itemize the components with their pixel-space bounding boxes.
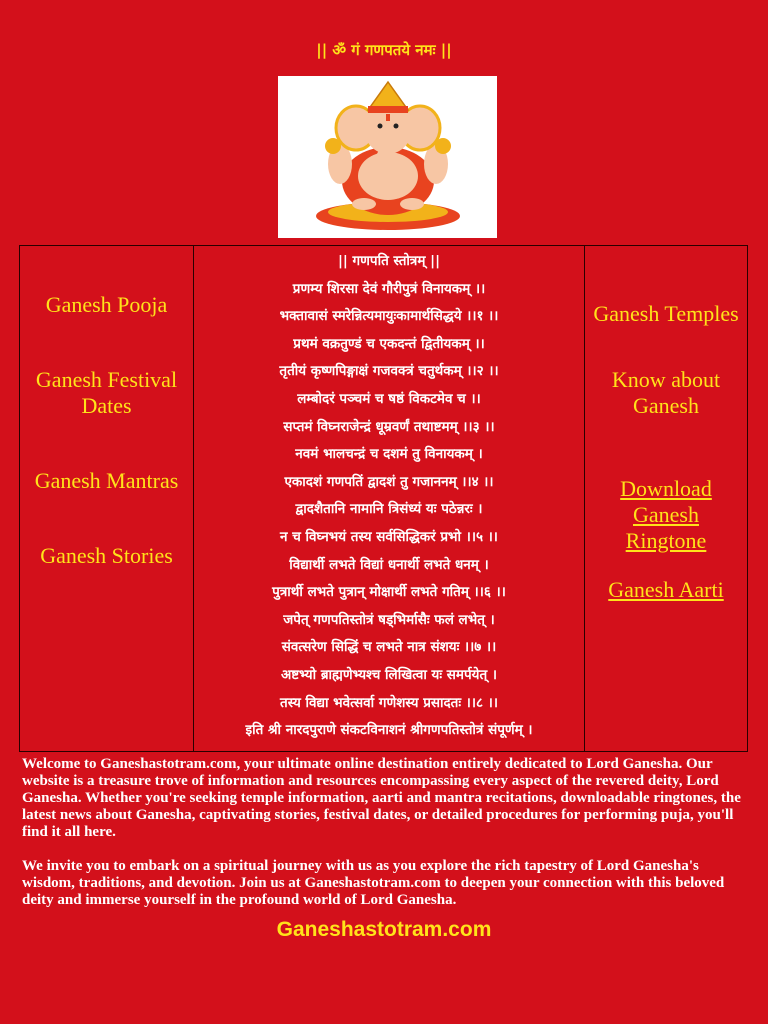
stotram-line: एकादशं गणपतिं द्वादशं तु गजाननम् ।।४ ।। [284, 473, 494, 490]
welcome-section [22, 756, 744, 926]
stotram-line: तस्य विद्या भवेत्सर्वा गणेशस्य प्रसादतः ।।८ ।। [280, 694, 498, 711]
stotram-line: द्वादशैतानि नामानि त्रिसंध्यं यः पठेन्नरः । [295, 501, 483, 518]
stotram-panel [194, 246, 585, 751]
stotram-title: || गणपति स्तोत्रम् || [337, 253, 440, 269]
nav-ganesh-aarti[interactable]: Ganesh Aarti [608, 577, 724, 602]
nav-download-ganesh-ringtone[interactable]: Download Ganesh Ringtone [620, 476, 712, 553]
footer-site-name: Ganeshastotram.com [276, 918, 492, 941]
stotram-line: प्रणम्य शिरसा देवं गौरीपुत्रं विनायकम् ।। [292, 280, 486, 297]
stotram-line: तृतीयं कृष्णपिङ्गाक्षं गजवक्त्रं चतुर्थकम् ।।२ ।। [279, 363, 499, 380]
left-nav [20, 246, 194, 751]
stotram-verses [194, 248, 584, 745]
stotram-closing-line: इति श्री नारदपुराणे संकटविनाशनं श्रीगणपतिस्तोत्रं संपूर्णम् । [245, 722, 533, 739]
stotram-line: भक्तावासं स्मरेन्नित्यमायुःकामार्थसिद्धये ।।१ ।। [279, 308, 499, 325]
ganesha-image [278, 76, 497, 238]
nav-ganesh-temples[interactable]: Ganesh Temples [593, 301, 739, 326]
nav-ganesh-pooja[interactable]: Ganesh Pooja [45, 292, 168, 317]
header-mantra: || ॐ गं गणपतये नमः || [316, 41, 452, 59]
nav-ganesh-mantras[interactable]: Ganesh Mantras [34, 468, 179, 493]
stotram-line: सप्तमं विघ्नराजेन्द्रं धूम्रवर्णं तथाष्टमम् ।।३ ।। [283, 418, 495, 435]
stotram-line: न च विघ्नभयं तस्य सर्वसिद्धिकरं प्रभो ।।५ ।। [280, 528, 498, 545]
stotram-line: विद्यार्थी लभते विद्यां धनार्थी लभते धनम् । [289, 556, 489, 573]
welcome-paragraph: Welcome to Ganeshastotram.com, your ultimate online destination entirely dedicated to Lord Ganesha. Our website is a treasure trove of information and resources encompassing every aspect of the revered deity, Lord Ganesha. Whether you're seeking temple information, aarti and mantra recitations, downloadable ringtones, the latest news about Ganesha, captivating stories, festival dates, or detailed procedures for performing puja, you'll find it all here. [22, 756, 741, 840]
invite-paragraph: We invite you to embark on a spiritual journey with us as you explore the rich tapestry of Lord Ganesha's wisdom, traditions, and devotion. Join us at Ganeshastotram.com to deepen your connection with this beloved deity and immerse yourself in the profound world of Lord Ganesha. [22, 858, 725, 908]
stotram-line: पुत्रार्थी लभते पुत्रान् मोक्षार्थी लभते गतिम् ।।६ ।। [272, 584, 506, 601]
stotram-line: प्रथमं वक्रतुण्डं च एकदन्तं द्वितीयकम् ।। [293, 335, 485, 352]
stotram-line: लम्बोदरं पञ्चमं च षष्ठं विकटमेव च ।। [297, 390, 481, 407]
main-layout-table [19, 245, 748, 752]
stotram-line: जपेत् गणपतिस्तोत्रं षड्भिर्मासैः फलं लभेत् । [283, 611, 495, 628]
stotram-line: संवत्सरेण सिद्धिं च लभते नात्र संशयः ।।७ ।। [281, 639, 497, 656]
nav-ganesh-stories[interactable]: Ganesh Stories [40, 543, 173, 568]
right-nav [585, 246, 747, 751]
nav-ganesh-festival-dates[interactable]: Ganesh Festival Dates [35, 367, 178, 418]
nav-know-about-ganesh[interactable]: Know about Ganesh [611, 367, 721, 418]
stotram-line: नवमं भालचन्द्रं च दशमं तु विनायकम् । [295, 446, 483, 463]
stotram-line: अष्टभ्यो ब्राह्मणेभ्यश्च लिखित्वा यः समर्पयेत् । [280, 666, 497, 683]
ganesha-icon [278, 76, 497, 238]
